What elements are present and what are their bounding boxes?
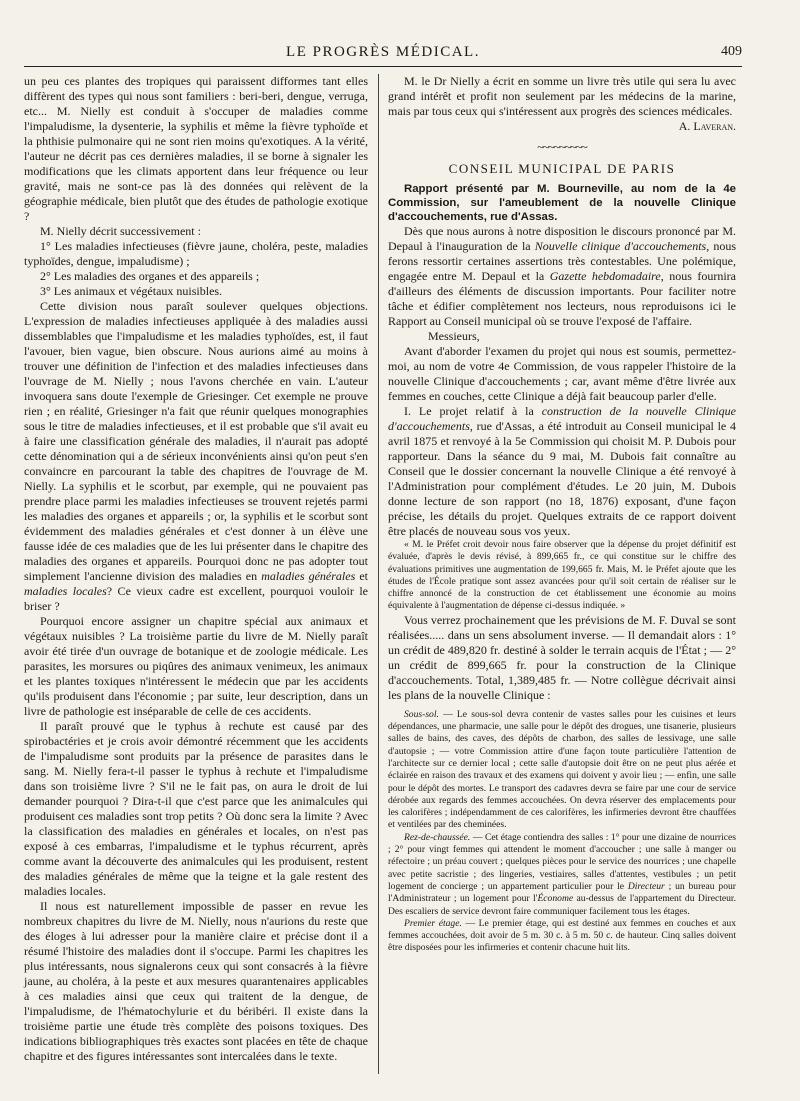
left-column [24, 74, 379, 1074]
text-run: — Le sous-sol devra contenir de vastes salles pour les cuisines et leurs dépendances, une pharmacie, une salle pour le dépôt des drogues, une tisanerie, plusieurs salles de bains, des caves, des dépôts de charbon, des salles de lessivage, une salle d'autopsie ; — votre Commission attire d'une façon toute particulière l'attention de l'architecte sur ce dernier local ; cette salle d'autopsie doit être on ne peut plus aérée et éclairée en raison des travaux et des examens qui doivent y avoir lieu ; — enfin, une salle pour le dépôt des mortes. Le transport des cadavres devra se faire par une cour de service dérobée aux regards des femmes accouchées. On devra réserver des emplacements pour les calorifères ; indépendamment de ces calorifères, les infirmeries devront être chauffées et ventilées par des cheminées. [388, 708, 736, 831]
italic-run: Nouvelle clinique d'accouchements [534, 239, 707, 253]
paragraph: Avant d'aborder l'examen du projet qui nous est soumis, permettez-moi, au nom de votre 4e Commission, de vous rappeler l'histoire de la nouvelle Clinique d'accouchements ; car, avant même d'être livrée aux femmes en couches, cette Clinique a déjà fait beaucoup parler d'elle. [388, 344, 736, 403]
paragraph: M. le Dr Nielly a écrit en somme un livre très utile qui sera lu avec grand intérêt et profit non seulement par les médecins de la marine, mais par tous ceux qui s'intéressent aux progrès des sciences médicales. [388, 74, 736, 118]
italic-run: Sous-sol. [404, 708, 439, 720]
plan-rez-de-chaussee [388, 832, 736, 918]
salutation: Messieurs, [428, 329, 480, 343]
paragraph: Pourquoi encore assigner un chapitre spécial aux animaux et végétaux nuisibles ? La troisième partie du livre de M. Nielly paraît avoir été tirée d'un ouvrage de botanique et de zoologie médicale. Les parasites, les morsures ou piqûres des animaux venimeux, les animaux et les plantes toxiques n'intéressent le médecin que par les accidents qu'ils produisent dans l'économie ; par suite, leur description, dans un livre de pathologie est inséparable de celle de ces accidents. [24, 614, 368, 718]
section-title: CONSEIL MUNICIPAL DE PARIS [448, 161, 676, 176]
text-run: au-dessus de l'appartement du Directeur. Des escaliers de service devront faire communiquer facilement tous les étages. [388, 893, 736, 917]
italic-run: maladies générales [261, 569, 356, 583]
journal-title: LE PROGRÈS MÉDICAL. [286, 44, 480, 60]
paragraph: Vous verrez prochainement que les prévisions de M. F. Duval se sont réalisées..... dans un sens absolument inverse. — Il demandait alors : 1° un crédit de 489,820 fr. destiné à solder le terrain acquis de l'État ; — 2° un crédit de 899,665 fr. pour la construction de la Clinique d'accouchements. Total, 1,389,485 fr. — Notre collègue décrivait ainsi les plans de la nouvelle Clinique : [388, 612, 736, 702]
text-run: et [355, 569, 368, 583]
page-header [24, 40, 742, 67]
plan-sous-sol [388, 709, 736, 832]
list-item: 2° Les maladies des organes et des appareils ; [40, 269, 260, 283]
italic-run: Rez-de-chaussée. [404, 831, 471, 843]
paragraph [388, 224, 736, 329]
italic-run: maladies locales [24, 584, 107, 598]
paragraph [24, 299, 368, 614]
signature: A. Laveran. [678, 119, 736, 133]
paragraph: Il paraît prouvé que le typhus à rechute est causé par des spirobactéries et je crois avoir démontré récemment que les accidents de l'impaludisme sont produits par la présence de parasites dans le sang. M. Nielly fera-t-il passer le typhus à rechute et l'impaludisme dans son troisième livre ? S'il ne le fait pas, on aura le droit de lui demander pourquoi ? Dira-t-il que c'est parce que les animalcules qui produisent ces maladies sont trop petits ? Où donc sera la limite ? Avec la classification des maladies en générales et locales, on n'est pas exposé à ces embarras, l'impaludisme et le typhus récurrent, après comme avant la découverte des animalcules qui les produisent, restent des maladies générales de même que la teigne et la gale restent des maladies locales. [24, 719, 368, 898]
italic-run: Directeur [627, 880, 665, 892]
quotation: « M. le Préfet croit devoir nous faire observer que la dépense du projet définitif est évaluée, d'après le devis révisé, à 899,665 fr., ce qui constitue sur le chiffre des évaluations primitives une augmentation de 199,665 fr. Mais, M. le Préfet ajoute que les études de l'École pratique sont assez avancées pour qu'il soit certain de réaliser sur le chiffre annoncé de la construction de cet établissement une économie au moins équivalente à l'augmentation de dépense ci-dessus indiquée. » [388, 539, 736, 612]
ornament-divider: ~~~~~~~~~ [537, 140, 587, 154]
list-item: 3° Les animaux et végétaux nuisibles. [40, 284, 223, 298]
text-run: Cette division nous paraît soulever quelques objections. L'expression de maladies infectieuses appliquée à des maladies aussi dissemblables que l'impaludisme et les maladies typhoïdes, est, il faut l'avouer, bien vague, bien obscure. Nous aurions aimé au moins à trouver une définition de l'infection et des maladies infectieuses dans l'ouvrage de M. Nielly ; nous l'avons cherchée en vain. L'auteur invoquera sans doute l'exemple de Griesinger. Cet exemple ne prouve rien ; en réalité, Griesinger n'a fait que réunir quelques monographies sous le titre de maladies infectieuses, et il est probable que s'il avait eu à faire une classification générale des maladies, il n'aurait pas adopté cette dénomination qui a de sérieux inconvénients ainsi qu'on peut s'en convaincre en parcourant la table des chapitres de l'ouvrage de M. Nielly. La syphilis et le scorbut, par exemple, qui ne pouvaient pas prendre place parmi les maladies infectieuses se trouvent rejetés parmi les maladies des organes et appareils ; or, la syphilis et le scorbut sont évidemment des maladies générales et c'est donner à un élève une fausse idée de ces maladies que de les lui présenter dans le chapitre des maladies des organes et appareils. Pourquoi donc ne pas adopter tout simplement l'ancienne division des maladies en [24, 299, 368, 583]
italic-run: construction de la nouvelle Clinique d'accouchements [388, 404, 736, 433]
italic-run: Économe [537, 893, 574, 905]
text-run: , nous ferons ressortir certaines assertions très contestables. Une polémique, engagée entre M. Depaul et la [388, 239, 737, 283]
list-item: 1° Les maladies infectieuses (fièvre jaune, choléra, peste, maladies typhoïdes, dengue, impaludisme) ; [24, 239, 368, 268]
paragraph [388, 404, 736, 539]
paragraph: M. Nielly décrit successivement : [40, 224, 201, 238]
text-run: — Cet étage contiendra des salles : 1° pour une dizaine de nourrices ; 2° pour vingt femmes qui attendent le moment d'accoucher ; une salle à manger ou réfectoire ; un préau couvert ; quelques pièces pour le service des nourrices ; une chapelle avec petite sacristie ; des lingeries, vestiaires, salles d'attentes, vestibules ; un petit logement de concierge ; un appartement particulier pour le [388, 831, 736, 892]
report-title: Rapport présenté par M. Bourneville, au nom de la 4e Commission, sur l'ameublement de la nouvelle Clinique d'accouchements, rue d'Assas. [388, 183, 736, 223]
right-column [388, 74, 736, 955]
text-run: , rue d'Assas, a été introduit au Conseil municipal le 4 avril 1875 et renvoyé à la 5e Commission qui choisit M. P. Dubois pour rapporteur. Dans la séance du 9 mai, M. Dubois fait connaître au Conseil que le dossier concernant la nouvelle Clinique a été renvoyé à l'Administration pour complément d'études. Le 20 juin, M. Dubois donne lecture de son rapport (no 18, 1876) exposant, d'une façon précise, les détails du projet. Quelques extraits de ce rapport doivent être placés de nouveau sous vos yeux. [388, 419, 736, 538]
paragraph: un peu ces plantes des tropiques qui paraissent difformes tant elles diffèrent des types qui nous sont familiers : beri-beri, dengue, verruga, etc... M. Nielly est conduit à s'occuper de maladies comme l'impaludisme, la dysenterie, la syphilis et même la fièvre typhoïde et la phthisie pulmonaire qui ne sont rien moins qu'exotiques. A la vérité, l'auteur ne décrit pas ces dernières maladies, il se borne à signaler les modifications que les climats apportent dans leur fréquence ou leur gravité, mais ne sont-ce pas là des données qui relèvent de la géographie médicale, bien plutôt que des études de pathologie exotique ? [24, 74, 368, 223]
italic-run: Gazette hebdomadaire [549, 269, 661, 283]
text-run: Dès que nous aurons à notre disposition le discours prononcé par M. Depaul à l'inauguration de la [388, 224, 736, 253]
text-run: , nous fournira d'ailleurs des éléments de discussion importants. Pour faciliter notre tâche et édifier complètement nos lecteurs, nous reproduisons ici le Rapport au Conseil municipal où se trouve l'exposé de l'affaire. [388, 269, 736, 328]
plan-premier-etage [388, 918, 736, 955]
italic-run: Premier étage. [404, 917, 462, 929]
page-number: 409 [721, 44, 742, 59]
paragraph: Il nous est naturellement impossible de passer en revue les nombreux chapitres du livre de M. Nielly, nous n'aurions du reste que des éloges à lui adresser pour la manière claire et précise dont il a résumé l'histoire des maladies dont il s'occupe. Parmi les chapitres les plus intéressants, nous signalerons ceux qui sont consacrés à la fièvre jaune, au choléra, à la peste et aux mesures quarantenaires applicables à ces maladies ainsi que ceux qui traitent de la dengue, de l'impaludisme, de l'hématochylurie et du béribéri. Il existe dans la troisième partie une étude très complète des poisons toxiques. Des indications bibliographiques très exactes sont placées en tête de chaque chapitre et des figures intéressantes sont intercalées dans le texte. [24, 899, 368, 1063]
text-run: ; un bureau pour l'Administrateur ; un logement pour l' [388, 880, 736, 905]
text-run: — Le premier étage, qui est destiné aux femmes en couches et aux femmes accouchées, doit avoir de 5 m. 30 c. à 5 m. 50 c. de hauteur. Cinq salles doivent être disposées pour les infirmeries et contenir chacune huit lits. [388, 917, 737, 954]
text-run: I. Le projet relatif à la [404, 404, 542, 418]
text-run: ? Ce vieux cadre est excellent, pourquoi vouloir le briser ? [24, 584, 368, 613]
